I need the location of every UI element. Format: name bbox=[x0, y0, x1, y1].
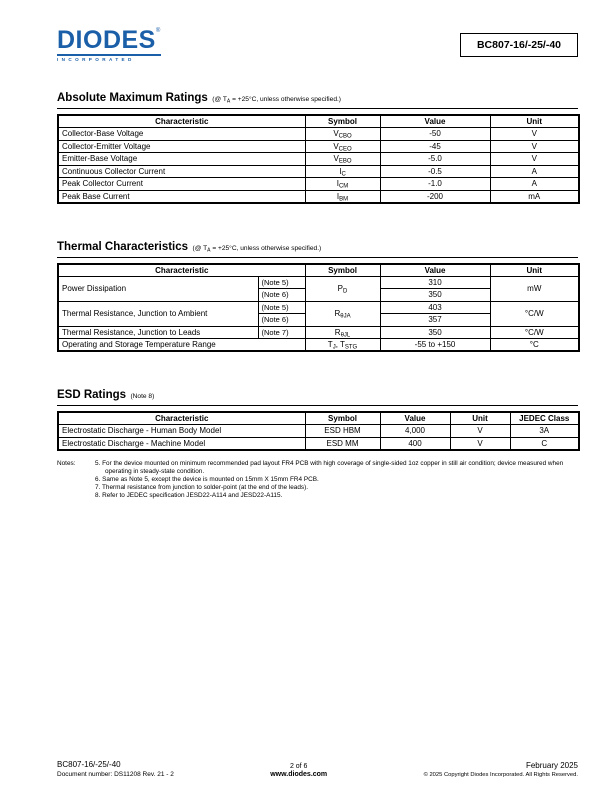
symbol-cell: ESD MM bbox=[305, 437, 380, 450]
table-row bbox=[58, 128, 579, 141]
part-number-box: BC807-16/-25/-40 bbox=[460, 33, 578, 57]
notes-list bbox=[95, 460, 578, 500]
symbol-cell: $I_{BM}$ bbox=[305, 190, 380, 203]
table-row bbox=[58, 165, 579, 178]
note-cell: (Note 6) bbox=[258, 314, 305, 327]
characteristic-cell: Thermal Resistance, Junction to Leads bbox=[58, 326, 258, 339]
thermal-table bbox=[57, 263, 580, 353]
table-row bbox=[58, 425, 579, 438]
diodes-logo-wordmark bbox=[57, 28, 161, 53]
footer-center bbox=[270, 763, 327, 778]
characteristic-cell: Electrostatic Discharge - Human Body Model bbox=[58, 425, 305, 438]
value-cell: 403 bbox=[380, 301, 490, 314]
jedec-class-cell: 3A bbox=[510, 425, 579, 438]
section-title: ESD Ratings bbox=[57, 389, 127, 402]
col-header-value: Value bbox=[380, 264, 490, 277]
characteristic-cell: Continuous Collector Current bbox=[58, 165, 305, 178]
col-header-symbol: Symbol bbox=[305, 115, 380, 128]
esd-heading bbox=[57, 385, 578, 406]
page-footer bbox=[57, 760, 578, 778]
characteristic-cell: Power Dissipation bbox=[58, 276, 258, 301]
unit-cell: °C/W bbox=[490, 301, 579, 326]
diodes-logo bbox=[57, 28, 161, 62]
section-title: Thermal Characteristics bbox=[57, 240, 189, 253]
diodes-logo-incorporated: INCORPORATED bbox=[57, 54, 161, 62]
value-cell: -5.0 bbox=[380, 153, 490, 166]
footer-part-number: BC807-16/-25/-40 bbox=[57, 760, 121, 769]
registered-trademark-icon: ® bbox=[155, 28, 161, 34]
value-cell: -45 bbox=[380, 140, 490, 153]
table-row bbox=[58, 140, 579, 153]
col-header-characteristic: Characteristic bbox=[58, 115, 305, 128]
symbol-cell: $I_C$ bbox=[305, 165, 380, 178]
table-row bbox=[58, 339, 579, 352]
table-row bbox=[58, 437, 579, 450]
value-cell: 350 bbox=[380, 289, 490, 302]
note-cell: (Note 5) bbox=[258, 301, 305, 314]
characteristic-cell: Thermal Resistance, Junction to Ambient bbox=[58, 301, 258, 326]
table-row bbox=[58, 190, 579, 203]
symbol-cell: $R_{\theta JA}$ bbox=[305, 301, 380, 326]
value-cell: 310 bbox=[380, 276, 490, 289]
footer-page-number: 2 of 6 bbox=[289, 763, 308, 770]
abs-max-section bbox=[57, 88, 578, 204]
unit-cell: A bbox=[490, 165, 579, 178]
value-cell: 4,000 bbox=[380, 425, 450, 438]
footer-website-link[interactable]: www.diodes.com bbox=[270, 771, 328, 778]
unit-cell: V bbox=[450, 437, 510, 450]
symbol-cell: $V_{EBO}$ bbox=[305, 153, 380, 166]
col-header-unit: Unit bbox=[490, 264, 579, 277]
value-cell: -0.5 bbox=[380, 165, 490, 178]
col-header-value: Value bbox=[380, 412, 450, 425]
footer-right bbox=[424, 761, 578, 778]
esd-section bbox=[57, 385, 578, 451]
section-title: Absolute Maximum Ratings bbox=[57, 92, 208, 105]
col-header-symbol: Symbol bbox=[305, 412, 380, 425]
col-header-symbol: Symbol bbox=[305, 264, 380, 277]
table-header-row bbox=[58, 412, 579, 425]
value-cell: 350 bbox=[380, 326, 490, 339]
characteristic-cell: Collector-Emitter Voltage bbox=[58, 140, 305, 153]
col-header-jedec-class: JEDEC Class bbox=[510, 412, 579, 425]
note-item: 7. Thermal resistance from junction to solder-point (at the end of the leads). bbox=[95, 483, 309, 491]
section-subtitle: (Note 8) bbox=[130, 393, 155, 401]
value-cell: -200 bbox=[380, 190, 490, 203]
note-item: 6. Same as Note 5, except the device is mounted on 15mm X 15mm FR4 PCB. bbox=[95, 475, 319, 483]
notes-label: Notes: bbox=[57, 459, 76, 467]
footer-left bbox=[57, 760, 174, 778]
col-header-unit: Unit bbox=[490, 115, 579, 128]
note-cell: (Note 5) bbox=[258, 276, 305, 289]
unit-cell: A bbox=[490, 178, 579, 191]
unit-cell: mW bbox=[490, 276, 579, 301]
col-header-characteristic: Characteristic bbox=[58, 264, 305, 277]
characteristic-cell: Operating and Storage Temperature Range bbox=[58, 339, 305, 352]
unit-cell: V bbox=[490, 153, 579, 166]
table-row bbox=[58, 153, 579, 166]
thermal-heading bbox=[57, 237, 578, 258]
characteristic-cell: Peak Collector Current bbox=[58, 178, 305, 191]
unit-cell: °C bbox=[490, 339, 579, 352]
unit-cell: V bbox=[490, 140, 579, 153]
col-header-characteristic: Characteristic bbox=[58, 412, 305, 425]
value-cell: 357 bbox=[380, 314, 490, 327]
page-header bbox=[57, 28, 578, 62]
symbol-cell: $V_{CBO}$ bbox=[305, 128, 380, 141]
symbol-cell: ESD HBM bbox=[305, 425, 380, 438]
unit-cell: °C/W bbox=[490, 326, 579, 339]
note-item: 5. For the device mounted on minimum recommended pad layout FR4 PCB with high coverage of single-sided 1oz copper in still air condition; device measured when operating in steady-state condition. bbox=[95, 459, 564, 475]
table-row bbox=[58, 276, 579, 289]
symbol-cell: $V_{CEO}$ bbox=[305, 140, 380, 153]
symbol-cell: $R_{\theta JL}$ bbox=[305, 326, 380, 339]
note-cell: (Note 6) bbox=[258, 289, 305, 302]
esd-table bbox=[57, 411, 580, 451]
footer-date: February 2025 bbox=[525, 761, 578, 770]
col-header-unit: Unit bbox=[450, 412, 510, 425]
symbol-cell: $T_J$, $T_{STG}$ bbox=[305, 339, 380, 352]
table-row bbox=[58, 326, 579, 339]
unit-cell: mA bbox=[490, 190, 579, 203]
footer-copyright: © 2025 Copyright Diodes Incorporated. All Rights Reserved. bbox=[423, 772, 578, 778]
characteristic-cell: Peak Base Current bbox=[58, 190, 305, 203]
logo-text: DIODES bbox=[57, 26, 156, 54]
thermal-section bbox=[57, 237, 578, 353]
unit-cell: V bbox=[490, 128, 579, 141]
value-cell: -50 bbox=[380, 128, 490, 141]
jedec-class-cell: C bbox=[510, 437, 579, 450]
table-header-row bbox=[58, 115, 579, 128]
abs-max-table bbox=[57, 114, 580, 204]
table-row bbox=[58, 178, 579, 191]
footer-document-number: Document number: DS11208 Rev. 21 - 2 bbox=[57, 771, 174, 778]
value-cell: -55 to +150 bbox=[380, 339, 490, 352]
symbol-cell: $I_{CM}$ bbox=[305, 178, 380, 191]
unit-cell: V bbox=[450, 425, 510, 438]
col-header-value: Value bbox=[380, 115, 490, 128]
note-item: 8. Refer to JEDEC specification JESD22-A114 and JESD22-A115. bbox=[95, 491, 283, 499]
abs-max-heading bbox=[57, 88, 578, 109]
characteristic-cell: Emitter-Base Voltage bbox=[58, 153, 305, 166]
table-header-row bbox=[58, 264, 579, 277]
section-subtitle: (@ $T_A = +25^\circ C$, unless otherwise specified.) bbox=[192, 244, 322, 254]
characteristic-cell: Electrostatic Discharge - Machine Model bbox=[58, 437, 305, 450]
symbol-cell: $P_D$ bbox=[305, 276, 380, 301]
note-cell: (Note 7) bbox=[258, 326, 305, 339]
section-subtitle: (@ $T_A = +25^\circ C$, unless otherwise specified.) bbox=[212, 96, 342, 105]
notes-block bbox=[57, 460, 578, 500]
characteristic-cell: Collector-Base Voltage bbox=[58, 128, 305, 141]
table-row bbox=[58, 301, 579, 314]
value-cell: -1.0 bbox=[380, 178, 490, 191]
value-cell: 400 bbox=[380, 437, 450, 450]
